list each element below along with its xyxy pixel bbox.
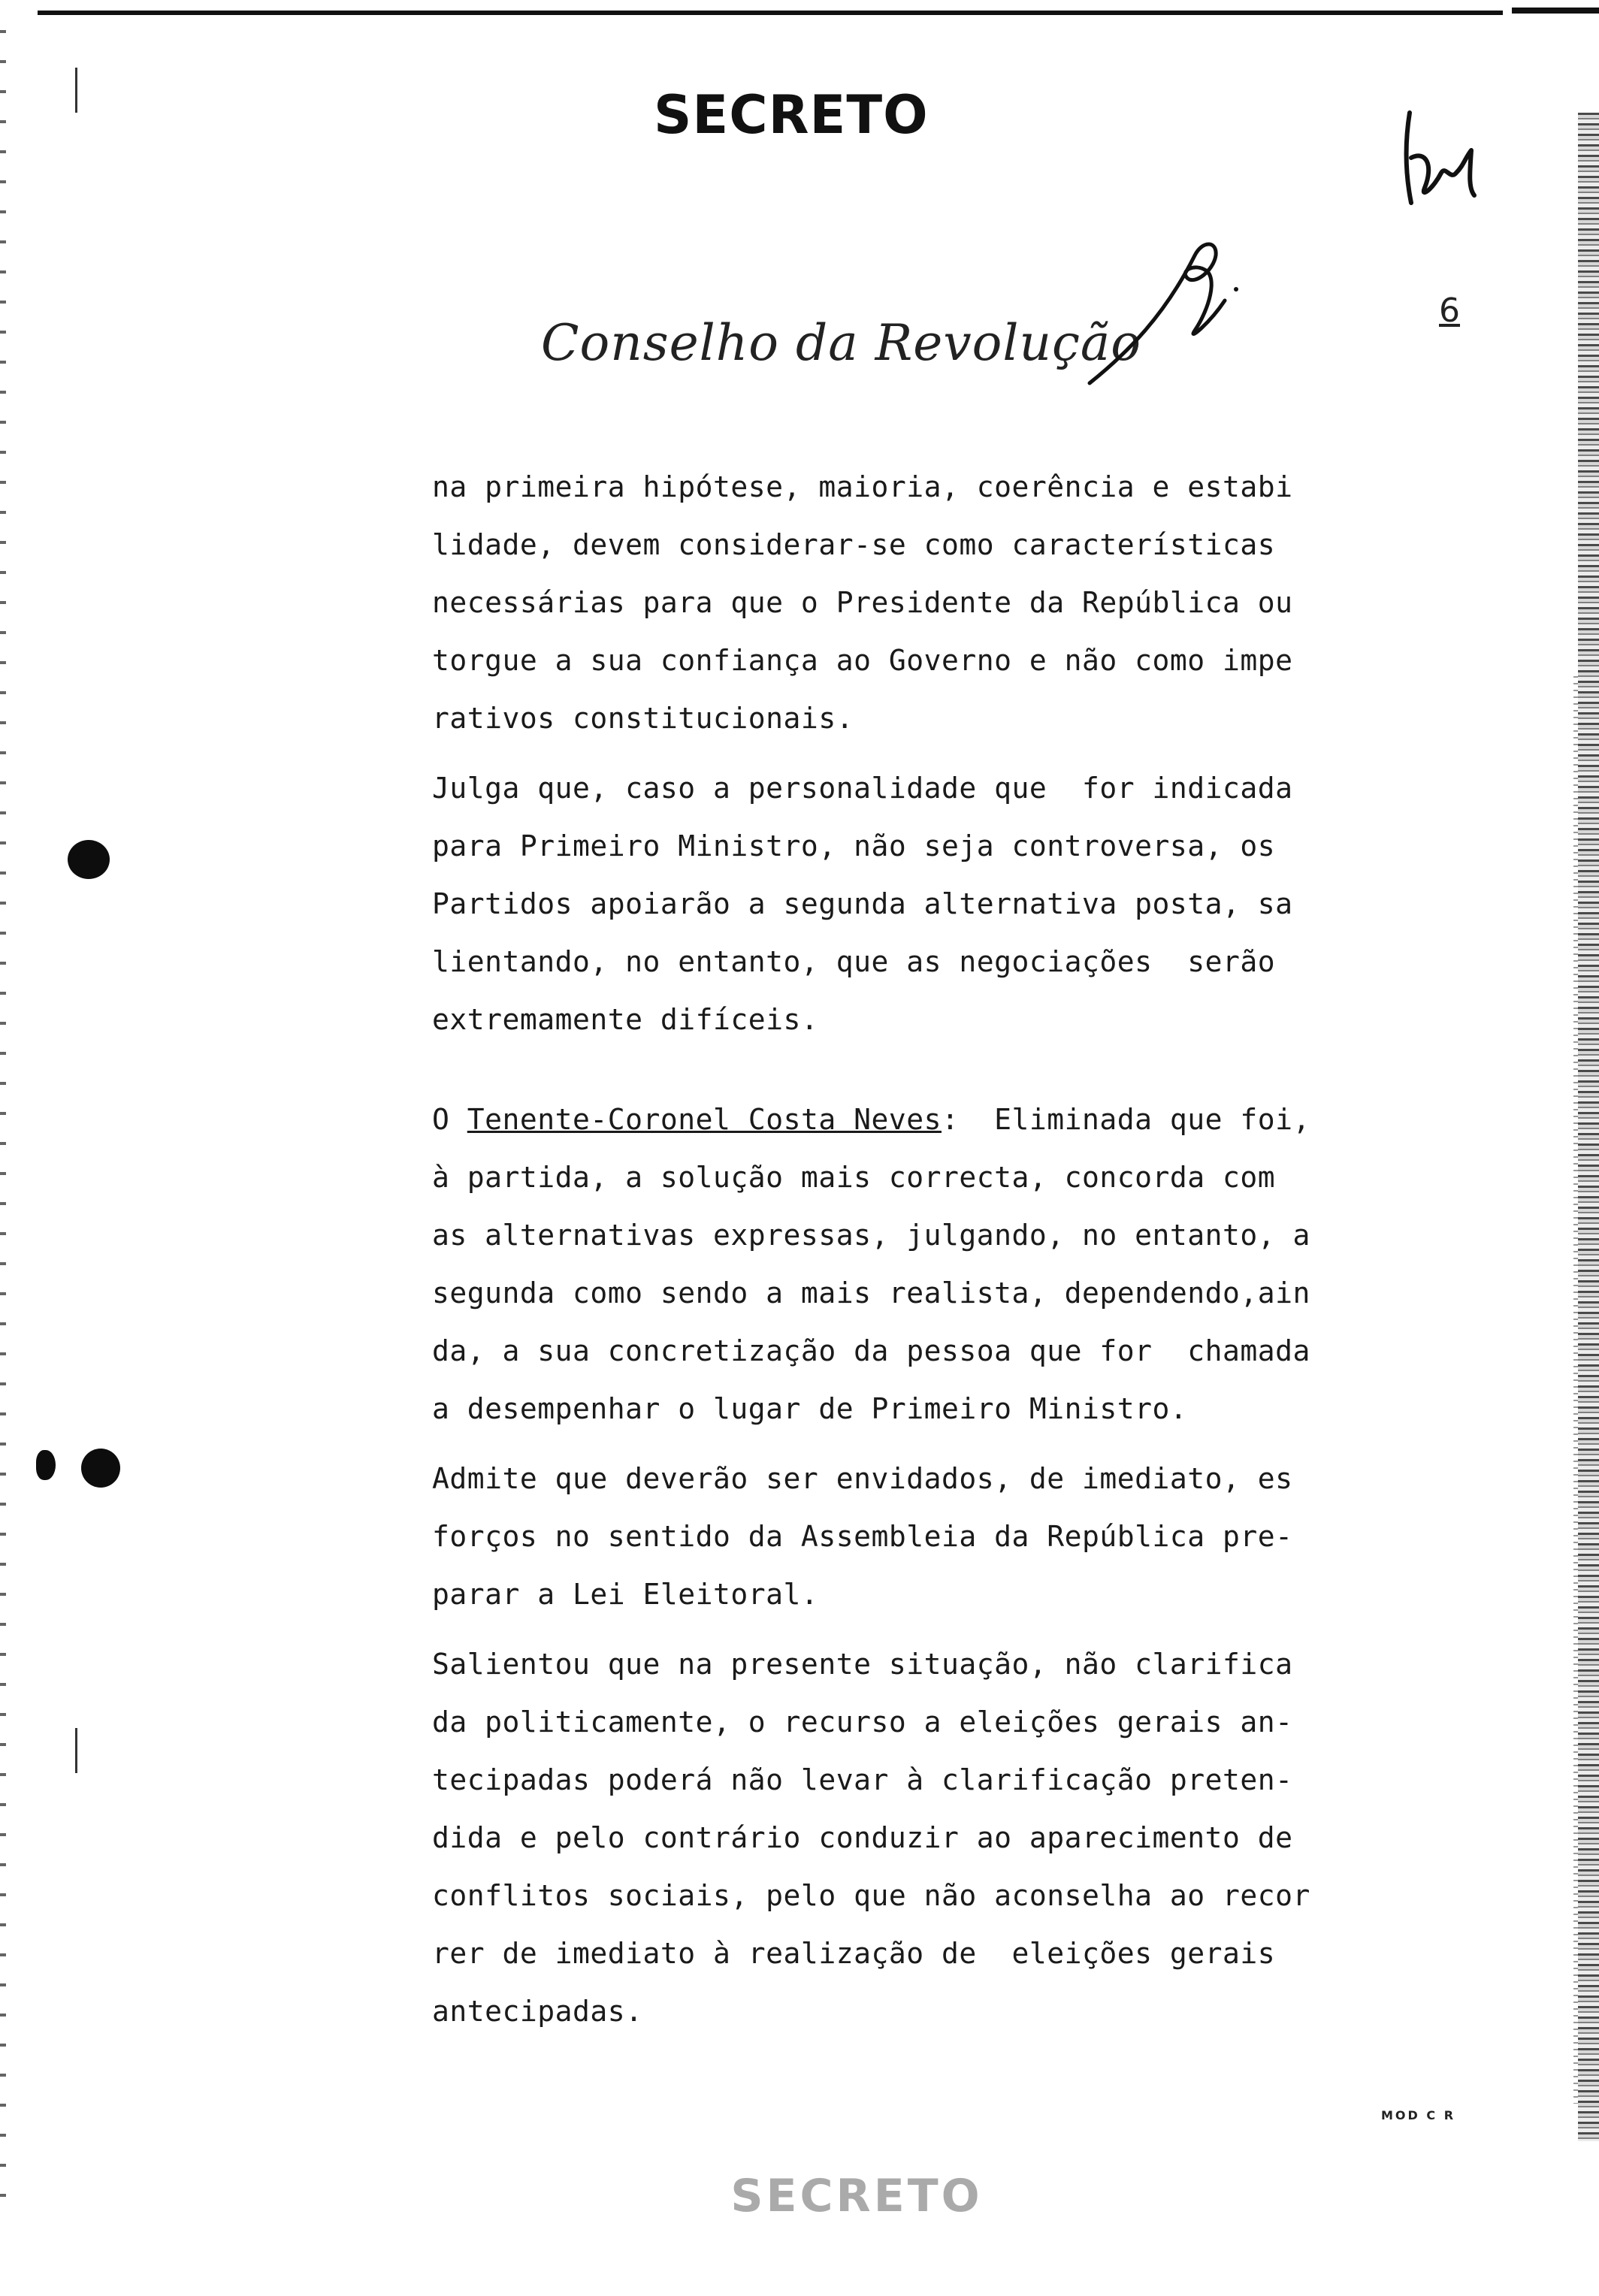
- text-line: as alternativas expressas, julgando, no entanto, a: [432, 1219, 1310, 1252]
- scan-top-rule: [38, 11, 1503, 15]
- text-line: Admite que deverão ser envidados, de imediato, es: [432, 1462, 1293, 1495]
- text-line: parar a Lei Eleitoral.: [432, 1578, 819, 1611]
- speaker-line: [432, 1091, 1446, 1149]
- letterhead-title: Conselho da Revolução: [541, 314, 1142, 372]
- text-line: extremamente difíceis.: [432, 1003, 819, 1036]
- text-line: a desempenhar o lugar de Primeiro Ministro.: [432, 1392, 1188, 1425]
- text-line: Salientou que na presente situação, não clarifica: [432, 1648, 1293, 1681]
- handwritten-signature: [1082, 225, 1255, 398]
- hole-punch: [68, 840, 110, 879]
- paragraph-4: [432, 1450, 1446, 1624]
- form-code: MOD C R: [1381, 2108, 1456, 2122]
- scan-right-edge: [1578, 113, 1599, 2141]
- text-line: Julga que, caso a personalidade que for indicada: [432, 772, 1293, 805]
- scan-top-rule-right: [1512, 8, 1599, 14]
- text-line: dida e pelo contrário conduzir ao aparecimento de: [432, 1821, 1293, 1854]
- text-line: da, a sua concretização da pessoa que for chamada: [432, 1334, 1310, 1367]
- handwritten-initials: [1396, 105, 1486, 218]
- page-number: 6: [1439, 292, 1460, 330]
- text-line: segunda como sendo a mais realista, dependendo,ain: [432, 1276, 1310, 1310]
- paragraph-2: [432, 760, 1446, 1049]
- text-line: à partida, a solução mais correcta, concorda com: [432, 1161, 1276, 1194]
- text-line: na primeira hipótese, maioria, coerência e estabi: [432, 470, 1293, 503]
- paragraph-1: [432, 458, 1446, 748]
- speaker-prefix: O: [432, 1103, 467, 1136]
- text-line: tecipadas poderá não levar à clarificação preten-: [432, 1763, 1293, 1796]
- text-line: Partidos apoiarão a segunda alternativa posta, sa: [432, 887, 1293, 920]
- speaker-suffix: : Eliminada que foi,: [941, 1103, 1310, 1136]
- classification-stamp-bottom: SECRETO: [730, 2170, 983, 2222]
- text-line: conflitos sociais, pelo que não aconselha ao recor: [432, 1879, 1310, 1912]
- text-line: necessárias para que o Presidente da República ou: [432, 586, 1293, 619]
- text-line: torgue a sua confiança ao Governo e não como impe: [432, 644, 1293, 677]
- hole-punch: [81, 1449, 120, 1488]
- text-line: rer de imediato à realização de eleições gerais: [432, 1937, 1276, 1970]
- document-body: [432, 458, 1446, 2041]
- text-line: antecipadas.: [432, 1995, 643, 2028]
- paragraph-3: [432, 1091, 1446, 1438]
- text-line: forços no sentido da Assembleia da República pre-: [432, 1520, 1293, 1553]
- text-line: rativos constitucionais.: [432, 702, 854, 735]
- scan-left-tick: [75, 1728, 77, 1773]
- paragraph-5: [432, 1636, 1446, 2041]
- hole-punch-partial: [36, 1450, 56, 1480]
- text-line: para Primeiro Ministro, não seja controversa, os: [432, 829, 1276, 863]
- text-line: da politicamente, o recurso a eleições gerais an-: [432, 1705, 1293, 1739]
- classification-stamp-top: SECRETO: [654, 84, 929, 146]
- speaker-name: Tenente-Coronel Costa Neves: [467, 1103, 942, 1136]
- text-line: lidade, devem considerar-se como características: [432, 528, 1276, 561]
- scan-left-tick: [75, 68, 77, 113]
- text-line: lientando, no entanto, que as negociações serão: [432, 945, 1276, 978]
- scan-left-edge: [0, 30, 6, 2209]
- scan-right-edge-inner: [1573, 676, 1578, 2104]
